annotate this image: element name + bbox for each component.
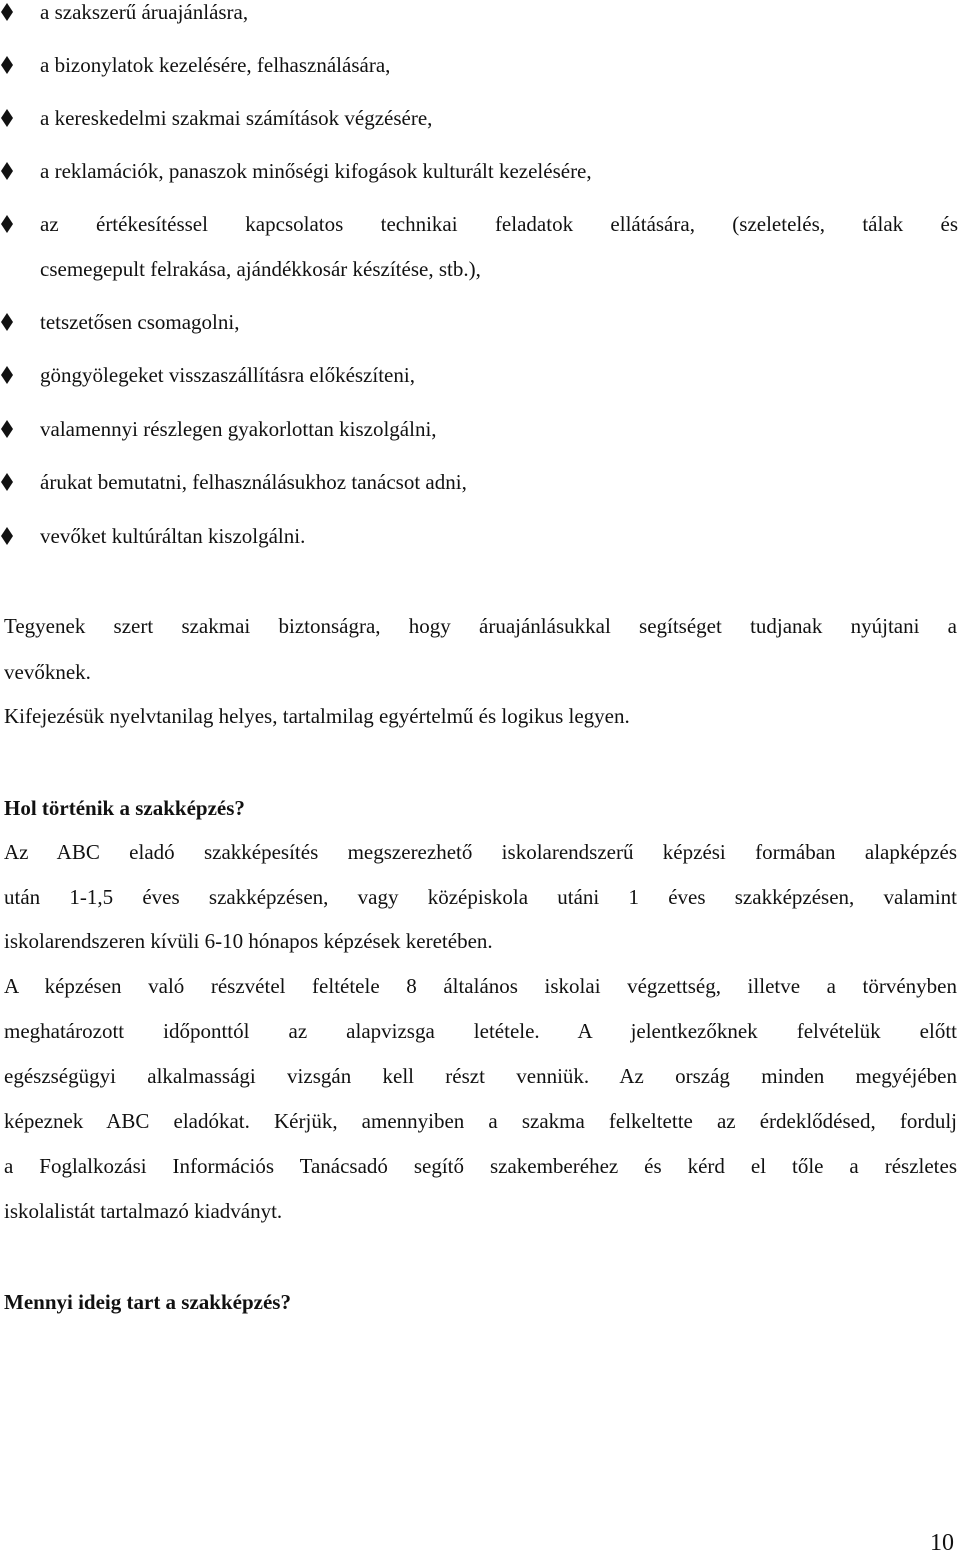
- paragraph-line: egészségügyi alkalmassági vizsgán kell részt venniük. Az ország minden megyéjében: [4, 1064, 957, 1088]
- section-heading-where: Hol történik a szakképzés?: [4, 796, 245, 820]
- list-item-text: valamennyi részlegen gyakorlottan kiszolgálni,: [40, 417, 437, 441]
- paragraph-line: Tegyenek szert szakmai biztonságra, hogy áruajánlásukkal segítséget tudjanak nyújtani a: [4, 614, 957, 638]
- list-item-text: göngyölegeket visszaszállításra előkészíteni,: [40, 363, 415, 387]
- list-item-text: tetszetősen csomagolni,: [40, 310, 240, 334]
- diamond-bullet-icon: [0, 365, 14, 385]
- paragraph-line: Kifejezésük nyelvtanilag helyes, tartalmilag egyértelmű és logikus legyen.: [4, 704, 630, 728]
- list-item-text: árukat bemutatni, felhasználásukhoz tanácsot adni,: [40, 470, 467, 494]
- paragraph-line: vevőknek.: [4, 660, 91, 684]
- list-item-text: a bizonylatok kezelésére, felhasználására,: [40, 53, 391, 77]
- list-item-text: vevőket kultúráltan kiszolgálni.: [40, 524, 306, 548]
- paragraph-line: A képzésen való részvétel feltétele 8 általános iskolai végzettség, illetve a törvényben: [4, 974, 957, 998]
- diamond-bullet-icon: [0, 214, 14, 234]
- diamond-bullet-icon: [0, 419, 14, 439]
- paragraph-line: Az ABC eladó szakképesítés megszerezhető iskolarendszerű képzési formában alapképzés: [4, 840, 957, 864]
- paragraph-line: a Foglalkozási Információs Tanácsadó segítő szakemberéhez és kérd el tőle a részletes: [4, 1154, 957, 1178]
- page-number: 10: [930, 1530, 954, 1556]
- diamond-bullet-icon: [0, 108, 14, 128]
- diamond-bullet-icon: [0, 312, 14, 332]
- diamond-bullet-icon: [0, 472, 14, 492]
- list-item-text-continuation: csemegepult felrakása, ajándékkosár készítése, stb.),: [40, 257, 481, 281]
- paragraph-line: iskolarendszeren kívüli 6-10 hónapos képzések keretében.: [4, 929, 493, 953]
- list-item-text: a kereskedelmi szakmai számítások végzésére,: [40, 106, 433, 130]
- diamond-bullet-icon: [0, 55, 14, 75]
- list-item-text: a szakszerű áruajánlásra,: [40, 0, 249, 24]
- section-heading-duration: Mennyi ideig tart a szakképzés?: [4, 1290, 291, 1314]
- paragraph-line: képeznek ABC eladókat. Kérjük, amennyiben a szakma felkeltette az érdeklődésed, fordulj: [4, 1109, 957, 1133]
- diamond-bullet-icon: [0, 2, 14, 22]
- list-item-text: a reklamációk, panaszok minőségi kifogások kulturált kezelésére,: [40, 159, 592, 183]
- paragraph-line: meghatározott időponttól az alapvizsga letétele. A jelentkezőknek felvételük előtt: [4, 1019, 957, 1043]
- paragraph-line: iskolalistát tartalmazó kiadványt.: [4, 1199, 283, 1223]
- paragraph-line: után 1-1,5 éves szakképzésen, vagy középiskola utáni 1 éves szakképzésen, valamint: [4, 885, 957, 909]
- diamond-bullet-icon: [0, 161, 14, 181]
- list-item-text: az értékesítéssel kapcsolatos technikai feladatok ellátására, (szeletelés, tálak és: [40, 212, 958, 236]
- diamond-bullet-icon: [0, 526, 14, 546]
